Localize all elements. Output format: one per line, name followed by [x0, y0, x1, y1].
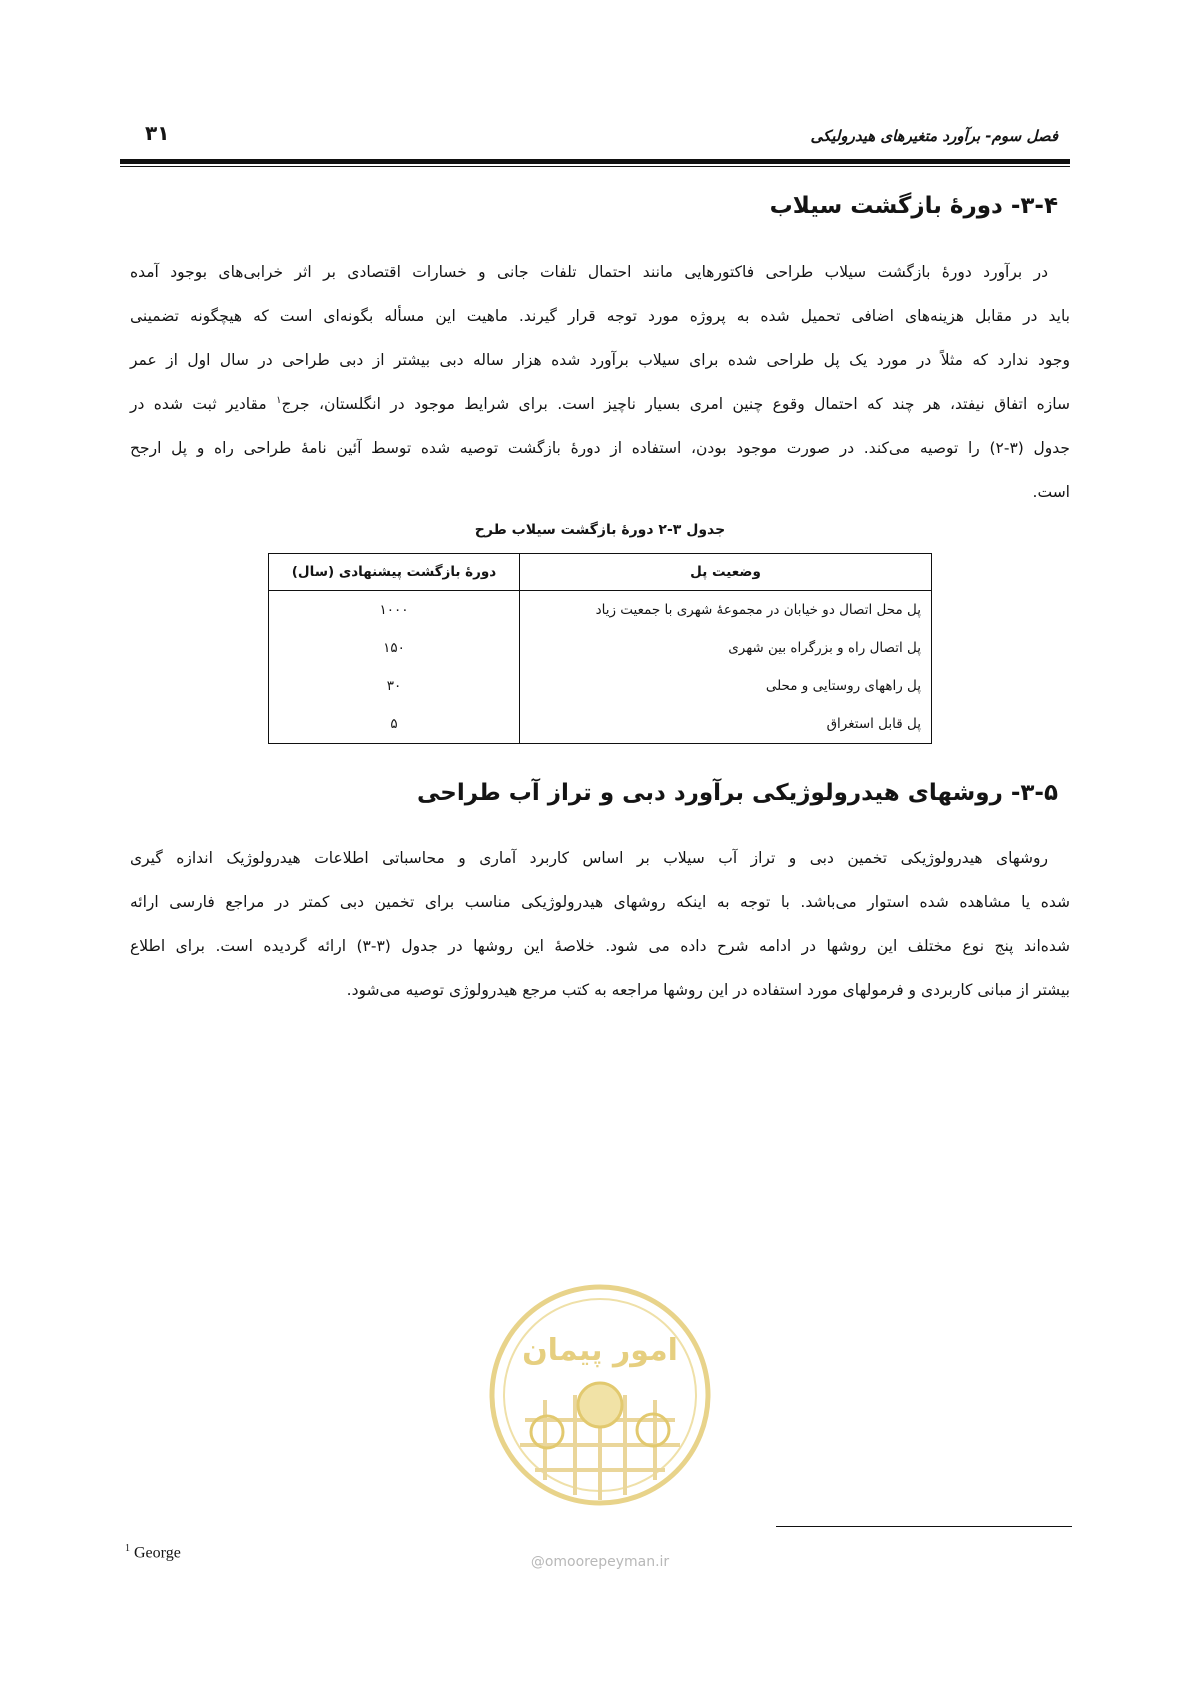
footnote-number: 1: [125, 1543, 130, 1554]
cell-pier-status: پل قابل استغراق: [520, 705, 932, 744]
cell-return-period: ۵: [390, 716, 398, 732]
table-row: [269, 591, 932, 630]
table-row: [269, 705, 932, 744]
table-header-row: [269, 554, 932, 591]
section-heading-return-period: ۳-۴- دورهٔ بازگشت سیلاب: [769, 193, 1058, 219]
cell-return-period: ۳۰: [386, 678, 402, 694]
paragraph-line: جدول (۳-۲) را توصیه می‌کند. در صورت موجود بودن، استفاده از دورهٔ بازگشت توصیه شده توسط آئین نامهٔ طراحی راه و پل ارجح: [130, 439, 1070, 457]
cell-pier-status: پل محل اتصال دو خیابان در مجموعهٔ شهری با جمعیت زیاد: [520, 591, 932, 630]
line-text: سازه اتفاق نیفتد، هر چند که احتمال وقوع چنین امری بسیار ناچیز است. برای شرایط موجود در انگلستان، جرج: [281, 395, 1070, 413]
paragraph-hydrologic-methods: [130, 836, 1070, 1012]
footnote-reference: ۱: [276, 394, 282, 406]
column-header-pier-status: وضعیت پل: [520, 554, 932, 591]
line-text-tail: مقادیر ثبت شده در: [130, 395, 267, 413]
paragraph-line: باید در مقابل هزینه‌های اضافی تحمیل شده به پروژه مورد توجه قرار گیرند. ماهیت این مسأله بگونه‌ای است که هیچگونه تضمینی: [130, 307, 1070, 325]
paragraph-line: است.: [1032, 483, 1070, 501]
paragraph-line: روشهای هیدرولوژیکی تخمین دبی و تراز آب سیلاب بر اساس کاربرد آماری و محاسباتی اطلاعات هیدرولوژیک اندازه گیری: [130, 849, 1048, 867]
cell-return-period: ۱۰۰۰: [379, 602, 409, 618]
paragraph-line: بیشتر از مبانی کاربردی و فرمولهای مورد استفاده در این روشها مراجعه به کتب مرجع هیدرولوژی توصیه می‌شود.: [346, 981, 1070, 999]
paragraph-line-with-footnote: [130, 382, 1070, 426]
cell-return-period: ۱۵۰: [383, 640, 405, 656]
footnote-rule: [776, 1526, 1072, 1527]
column-header-return-period: دورهٔ بازگشت پیشنهادی (سال): [269, 554, 520, 591]
paragraph-return-period: [130, 250, 1070, 514]
page-number: ۳۱: [145, 121, 170, 145]
footnote-text: George: [134, 1544, 181, 1562]
paragraph-line: در برآورد دورهٔ بازگشت سیلاب طراحی فاکتورهایی مانند احتمال تلفات جانی و خسارات اقتصادی بر اثر خرابی‌های بوجود آمده: [130, 263, 1048, 281]
chapter-title: فصل سوم- برآورد متغیرهای هیدرولیکی: [810, 127, 1058, 145]
cell-pier-status: پل راههای روستایی و محلی: [520, 667, 932, 705]
footnote: [125, 1543, 181, 1562]
table-row: [269, 629, 932, 667]
watermark-url: @omoorepeyman.ir: [530, 1554, 670, 1570]
return-period-table: [268, 553, 932, 744]
section-heading-hydrologic-methods: ۳-۵- روشهای هیدرولوژیکی برآورد دبی و تراز آب طراحی: [417, 780, 1058, 806]
header-rule-thin: [120, 166, 1070, 167]
watermark-logo: [485, 1280, 715, 1510]
watermark-center-gear-icon: [578, 1383, 622, 1427]
header-rule-thick: [120, 159, 1070, 164]
paragraph-line: شده یا مشاهده شده استوار می‌باشد. با توجه به اینکه روشهای هیدرولوژیکی مناسب برای تخمین دبی کمتر در مراجع فارسی ارائه: [130, 893, 1070, 911]
paragraph-line: وجود ندارد که مثلاً در مورد یک پل طراحی شده برای سیلاب برآورد شده هزار ساله دبی بیشتر از دبی طراحی در سال اول از عمر: [130, 351, 1070, 369]
cell-pier-status: پل اتصال راه و بزرگراه بین شهری: [520, 629, 932, 667]
table-row: [269, 667, 932, 705]
watermark-text: امور پیمان: [522, 1333, 678, 1368]
paragraph-line: شده‌اند پنج نوع مختلف این روشها در ادامه شرح داده می شود. خلاصهٔ این روشها در جدول (۳-۳) ارائه گردیده است. برای اطلاع: [130, 937, 1070, 955]
table-caption: جدول ۳-۲ دورهٔ بازگشت سیلاب طرح: [474, 522, 726, 538]
